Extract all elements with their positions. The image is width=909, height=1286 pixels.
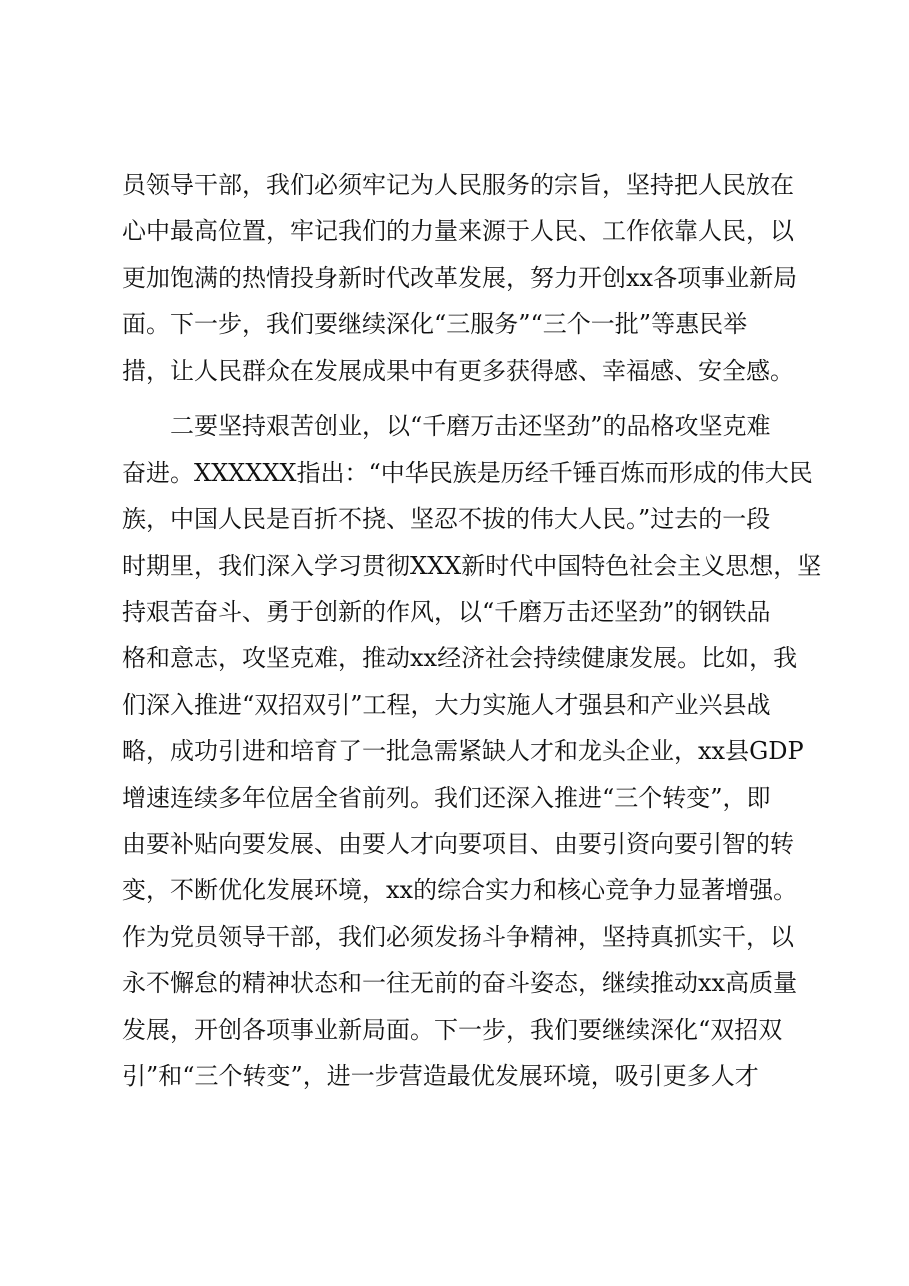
- text-line: 永不懈怠的精神状态和一往无前的奋斗姿态，继续推动xx高质量: [122, 969, 798, 997]
- text-line: 们深入推进“双招双引”工程，大力实施人才强县和产业兴县战: [122, 691, 771, 719]
- text-line: 由要补贴向要发展、由要人才向要项目、由要引资向要引智的转: [122, 830, 794, 858]
- text-line: 更加饱满的热情投身新时代改革发展，努力开创xx各项事业新局: [122, 264, 798, 292]
- text-line: 心中最高位置，牢记我们的力量来源于人民、工作依靠人民，以: [122, 217, 794, 245]
- text-line: 面。下一步，我们要继续深化“三服务”“三个一批”等惠民举: [122, 310, 748, 338]
- text-line: 作为党员领导干部，我们必须发扬斗争精神，坚持真抓实干，以: [122, 923, 794, 951]
- text-line: 增速连续多年位居全省前列。我们还深入推进“三个转变”，即: [122, 784, 771, 812]
- text-line: 奋进。XXXXXX指出：“中华民族是历经千锤百炼而形成的伟大民: [122, 459, 813, 487]
- text-line: 引”和“三个转变”，进一步营造最优发展环境，吸引更多人才: [122, 1062, 759, 1090]
- text-line: 格和意志，攻坚克难，推动xx经济社会持续健康发展。比如，我: [122, 644, 798, 672]
- text-line: 发展，开创各项事业新局面。下一步，我们要继续深化“双招双: [122, 1016, 783, 1044]
- text-line: 员领导干部，我们必须牢记为人民服务的宗旨，坚持把人民放在: [122, 171, 794, 199]
- text-line: 变，不断优化发展环境，xx的综合实力和核心竞争力显著增强。: [122, 876, 798, 904]
- text-line: 持艰苦奋斗、勇于创新的作风，以“千磨万击还坚劲”的钢铁品: [122, 598, 771, 626]
- text-line: 时期里，我们深入学习贯彻XXX新时代中国特色社会主义思想，坚: [122, 552, 822, 580]
- text-line: 措，让人民群众在发展成果中有更多获得感、幸福感、安全感。: [122, 357, 794, 385]
- text-line: 族，中国人民是百折不挠、坚忍不拔的伟大人民。”过去的一段: [122, 505, 771, 533]
- text-line: 略，成功引进和培育了一批急需紧缺人才和龙头企业，xx县GDP: [122, 737, 804, 765]
- paragraph-heading-line: 二要坚持艰苦创业，以“千磨万击还坚劲”的品格攻坚克难: [170, 412, 771, 440]
